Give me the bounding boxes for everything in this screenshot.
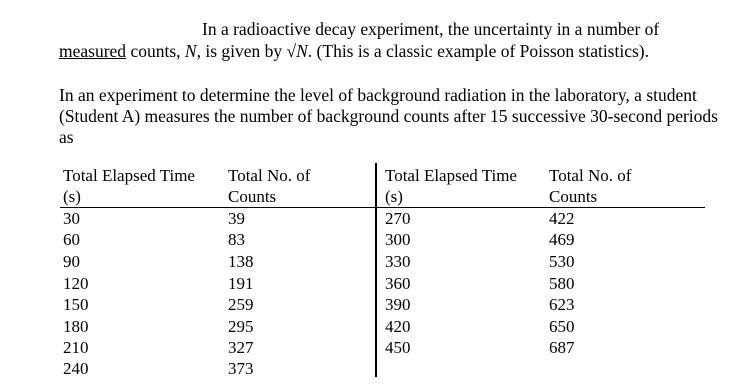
header-counts-right: Total No. of: [549, 166, 632, 185]
header-counts-unit-left: Counts: [228, 187, 277, 206]
table-cell-time: 360: [385, 274, 411, 293]
table-cell-counts: 469: [549, 230, 575, 249]
intro-paragraph: [59, 18, 719, 62]
table-cell-counts: 530: [549, 252, 575, 271]
table-cell-counts: 623: [549, 295, 575, 314]
intro-line-2: measured counts, N, is given by √N. (This is a classic example of Poisson statistics).: [59, 41, 649, 61]
table-cell-time: 300: [385, 230, 411, 249]
table-cell-counts: 327: [228, 338, 254, 357]
table-cell-counts: 650: [549, 317, 575, 336]
table-cell-counts: 259: [228, 295, 254, 314]
header-rule: [60, 207, 705, 208]
table-cell-time: 330: [385, 252, 411, 271]
header-counts-unit-right: Counts: [549, 187, 598, 206]
header-time-right: Total Elapsed Time: [385, 166, 517, 185]
table-cell-time: 240: [63, 359, 89, 378]
n-variable-sqrt: N: [296, 41, 308, 61]
table-cell-counts: 191: [228, 274, 254, 293]
header-counts-left: Total No. of: [228, 166, 311, 185]
table-cell-time: 180: [63, 317, 89, 336]
column-divider: [375, 163, 377, 377]
table-cell-time: 390: [385, 295, 411, 314]
table-cell-counts: 39: [228, 209, 245, 228]
header-time-unit-right: (s): [385, 187, 403, 206]
table-cell-counts: 373: [228, 359, 254, 378]
table-cell-time: 150: [63, 295, 89, 314]
table-cell-time: 210: [63, 338, 89, 357]
table-cell-time: 420: [385, 317, 411, 336]
header-time-unit-left: (s): [63, 187, 81, 206]
table-cell-counts: 687: [549, 338, 575, 357]
intro-line-1: In a radioactive decay experiment, the uncertainty in a number of: [202, 19, 660, 39]
table-cell-counts: 295: [228, 317, 254, 336]
table-cell-counts: 580: [549, 274, 575, 293]
header-time-left: Total Elapsed Time: [63, 166, 195, 185]
table-cell-time: 120: [63, 274, 89, 293]
description-paragraph: In an experiment to determine the level of background radiation in the laboratory, a student (Student A) measures the number of background counts after 15 successive 30-second periods as: [59, 85, 718, 147]
underlined-word: measured: [59, 41, 127, 61]
n-variable: N: [184, 41, 197, 61]
table-cell-counts: 422: [549, 209, 575, 228]
table-cell-time: 270: [385, 209, 411, 228]
table-cell-time: 450: [385, 338, 411, 357]
table-cell-time: 90: [63, 252, 80, 271]
table-cell-counts: 83: [228, 230, 245, 249]
table-cell-counts: 138: [228, 252, 254, 271]
table-cell-time: 60: [63, 230, 80, 249]
table-cell-time: 30: [63, 209, 80, 228]
